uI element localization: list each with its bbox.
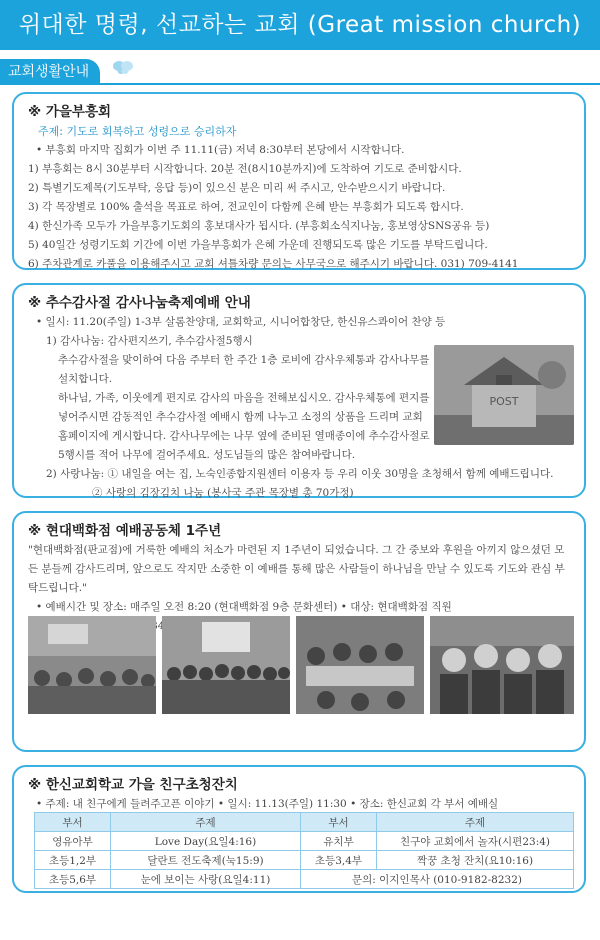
revival-item: 2) 특별기도제목(기도부탁, 응답 등)이 있으신 분은 미리 써 주시고, 안수받으시기 바랍니다. bbox=[28, 182, 446, 194]
table-cell: Love Day(요일4:16) bbox=[111, 832, 301, 851]
thanksgiving-date: • 일시: 11.20(주일) 1-3부 살롬찬양대, 교회학교, 시니어합창단, 한신유스콰이어 찬양 등 bbox=[36, 316, 446, 328]
table-row bbox=[35, 851, 574, 870]
contact-cell: 문의: 이지인목사 (010-9182-8232) bbox=[301, 870, 574, 889]
table-cell: 짝꿍 초청 잔치(요10:16) bbox=[377, 851, 574, 870]
mailbox-sign: POST bbox=[489, 395, 519, 408]
revival-item: 6) 주차관계로 카풀을 이용해주시고 교회 셔틀차량 문의는 사무국으로 해주시기 바랍니다. 031) 709-4141 bbox=[28, 258, 519, 270]
school-info: • 주제: 내 친구에게 들려주고픈 이야기 • 일시: 11.13(주일) 11:30 • 장소: 한신교회 각 부서 예배실 bbox=[36, 798, 499, 810]
selfie-photo bbox=[430, 616, 574, 714]
section-tab bbox=[0, 59, 100, 85]
thanksgiving-title: ※ 추수감사절 감사나눔축제예배 안내 bbox=[28, 295, 251, 311]
photo-strip bbox=[28, 616, 574, 714]
thanksgiving-love-line: 2) 사랑나눔: ① 내일을 여는 집, 노숙인종합지원센터 이용자 등 우리 이웃 30명을 초청해서 함께 예배드립니다. bbox=[46, 468, 554, 480]
table-row bbox=[35, 870, 574, 889]
mailbox-icon bbox=[434, 345, 574, 445]
table-cell: 눈에 보이는 사랑(요일4:11) bbox=[111, 870, 301, 889]
hyundai-time: • 예배시간 및 장소: 매주일 오전 8:20 (현대백화점 9층 문화센터) • 대상: 현대백화점 직원 bbox=[36, 601, 452, 613]
revival-item: 1) 부흥회는 8시 30분부터 시작합니다. 20분 전(8시10분까지)에 도착하여 기도로 준비합시다. bbox=[28, 163, 462, 175]
school-title: ※ 한신교회학교 가을 친구초청잔치 bbox=[28, 777, 238, 793]
worship-photo bbox=[28, 616, 156, 714]
table-header: 부서 bbox=[301, 813, 377, 832]
revival-item: 3) 각 목장별로 100% 출석을 목표로 하여, 전교인이 다함께 은혜 받는 부흥회가 되도록 합시다. bbox=[28, 201, 464, 213]
fellowship-photo bbox=[296, 616, 424, 714]
butterfly-icon bbox=[112, 59, 134, 75]
revival-title: ※ 가을부흥회 bbox=[28, 104, 112, 120]
section-tab-label: 교회생활안내 bbox=[8, 64, 90, 80]
table-cell: 초등5,6부 bbox=[35, 870, 111, 889]
thanksgiving-sharing-head: 1) 감사나눔: 감사편지쓰기, 추수감사절5행시 bbox=[46, 335, 253, 347]
hyundai-title: ※ 현대백화점 예배공동체 1주년 bbox=[28, 523, 222, 539]
thanksgiving-sharing-text: 넣어주시면 감동적인 추수감사절 예배시 함께 나누고 소정의 상품을 드리며 교회 bbox=[58, 411, 423, 423]
thanksgiving-love-line-2: ② 사랑의 김장김치 나눔 (봉사국 주관 목장별 총 70가정) bbox=[92, 487, 354, 499]
mailbox-photo bbox=[434, 345, 574, 445]
revival-item: 4) 한신가족 모두가 가을부흥기도회의 홍보대사가 됩시다. (부흥회소식지나눔, 홍보영상SNS공유 등) bbox=[28, 220, 490, 232]
revival-item: 5) 40일간 성령기도회 기간에 이번 가을부흥회가 은혜 가운데 진행되도록 많은 기도를 부탁드립니다. bbox=[28, 239, 488, 251]
table-cell: 영유아부 bbox=[35, 832, 111, 851]
section-tab-bar bbox=[0, 55, 600, 85]
table-header: 주제 bbox=[377, 813, 574, 832]
thanksgiving-sharing-text: 홈페이지에 게시합니다. 감사나무에는 나무 옆에 준비된 열매종이에 추수감사절로 bbox=[58, 430, 430, 442]
table-row bbox=[35, 832, 574, 851]
hyundai-quote: "현대백화점(판교점)에 거룩한 예배의 처소가 마련된 지 1주년이 되었습니다. 그 간 중보와 후원을 아끼지 않으셨던 모든 분들께 감사드리며, 앞으로도 작지만 소중한 이 예배를 통해 많은 사람들이 하나님을 만날 수 있도록 기도와 관심 부탁드립니다." bbox=[28, 544, 565, 594]
table-header-row bbox=[35, 813, 574, 832]
thanksgiving-sharing-text: 추수감사절을 맞이하여 다음 주부터 한 주간 1층 로비에 감사우체통과 감사나무를 bbox=[58, 354, 430, 366]
thanksgiving-card bbox=[12, 283, 586, 498]
table-cell: 초등3,4부 bbox=[301, 851, 377, 870]
table-cell: 친구야 교회에서 놀자(시편23:4) bbox=[377, 832, 574, 851]
hyundai-card bbox=[12, 511, 586, 752]
revival-card bbox=[12, 92, 586, 270]
page-banner bbox=[0, 0, 600, 50]
table-cell: 달란트 전도축제(눅15:9) bbox=[111, 851, 301, 870]
revival-theme: 주제: 기도로 회복하고 성령으로 승리하자 bbox=[38, 125, 237, 138]
table-header: 부서 bbox=[35, 813, 111, 832]
table-cell: 유치부 bbox=[301, 832, 377, 851]
table-cell: 초등1,2부 bbox=[35, 851, 111, 870]
thanksgiving-sharing-text: 하나님, 가족, 이웃에게 편지로 감사의 마음을 전해보십시오. 감사우체통에 편지를 bbox=[58, 392, 430, 404]
thanksgiving-sharing-text: 설치합니다. bbox=[58, 373, 113, 385]
revival-intro: • 부흥회 마지막 집회가 이번 주 11.11(금) 저녁 8:30부터 본당에서 시작합니다. bbox=[36, 144, 405, 156]
banner-title: 위대한 명령, 선교하는 교회 (Great mission church) bbox=[18, 12, 582, 38]
table-header: 주제 bbox=[111, 813, 301, 832]
school-card bbox=[12, 765, 586, 893]
group-photo bbox=[162, 616, 290, 714]
schedule-table bbox=[34, 812, 574, 889]
thanksgiving-sharing-text: 5행시를 적어 나무에 걸어주세요. 성도님들의 많은 참여바랍니다. bbox=[58, 449, 356, 461]
